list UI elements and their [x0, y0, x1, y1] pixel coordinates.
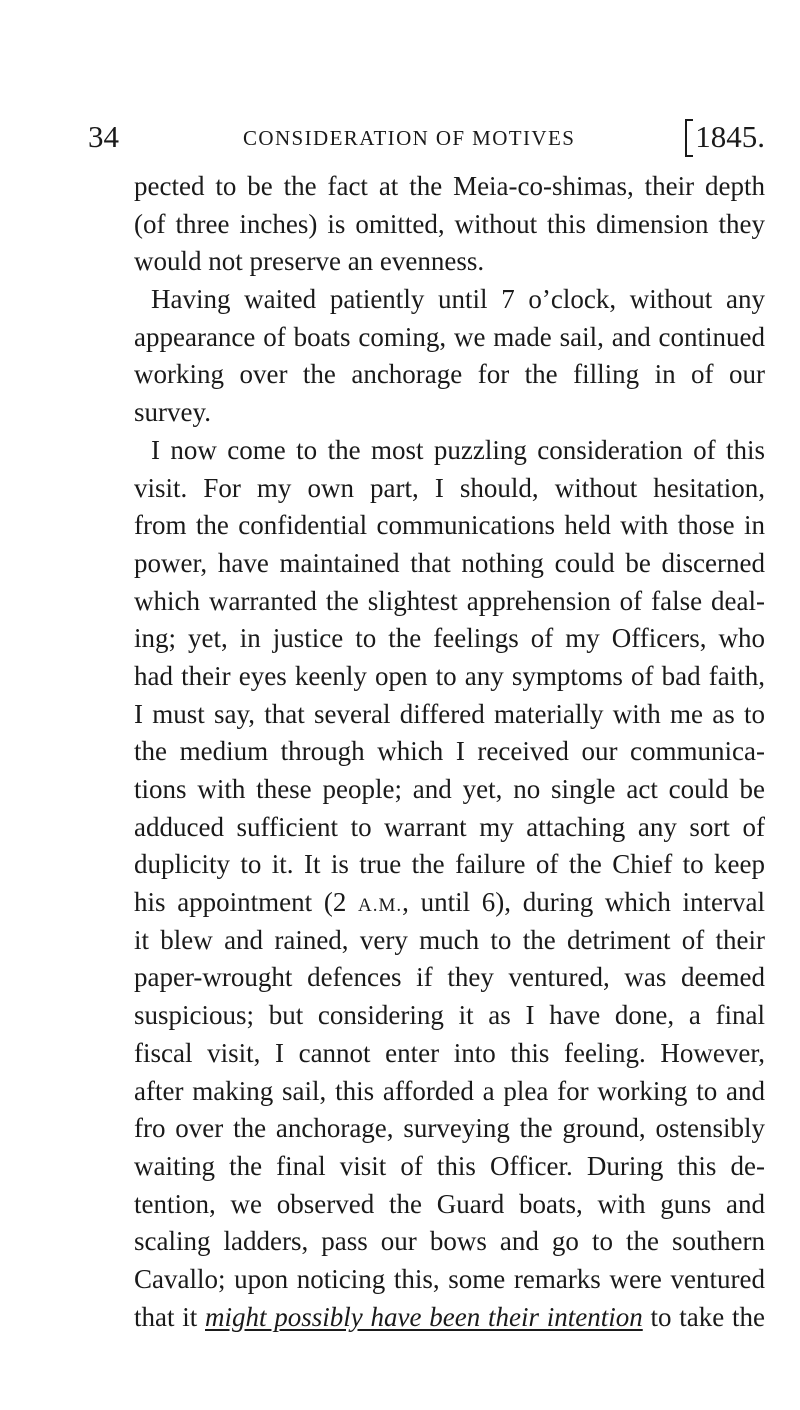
- page-header: [88, 117, 765, 157]
- text-line: [134, 1299, 765, 1337]
- text-line: from the confidential communications held with those in: [134, 510, 765, 541]
- text-segment: his appointment (2: [134, 887, 359, 918]
- text-line: had their eyes keenly open to any symptoms of bad faith,: [134, 660, 765, 691]
- text-line: waiting the final visit of this Officer. During this de-: [134, 1150, 765, 1181]
- text-line: tions with these people; and yet, no single act could be: [134, 774, 765, 804]
- text-line: fiscal visit, I cannot enter into this feeling. However,: [134, 1037, 765, 1068]
- text-line: Cavallo; upon noticing this, some remarks were ventured: [134, 1263, 765, 1294]
- text-line: (of three inches) is omitted, without this dimension they: [134, 208, 765, 239]
- text-line: it blew and rained, very much to the detriment of their: [134, 924, 765, 955]
- text-line: appearance of boats coming, we made sail, and continued: [134, 321, 765, 352]
- text-line: I now come to the most puzzling consideration of this: [151, 434, 765, 465]
- text-line: suspicious; but considering it as I have done, a final: [134, 1000, 765, 1031]
- text-line: paper-wrought defences if they ventured, was deemed: [134, 962, 765, 993]
- text-line: I must say, that several differed materially with me as to: [134, 698, 765, 729]
- text-line: tention, we observed the Guard boats, with guns and: [134, 1188, 765, 1219]
- text-line: survey.: [134, 397, 211, 428]
- text-line: ing; yet, in justice to the feelings of my Officers, who: [134, 623, 765, 654]
- text-line: [134, 884, 765, 922]
- header-year: 1845.: [685, 117, 765, 157]
- text-line: duplicity to it. It is true the failure of the Chief to keep: [134, 849, 765, 880]
- italic-emphasis: might possibly have been their intention: [205, 1301, 643, 1332]
- text-line: the medium through which I received our communica-: [134, 736, 765, 767]
- text-line: pected to be the fact at the Meia-co-shimas, their depth: [134, 171, 765, 201]
- text-line: which warranted the slightest apprehension of false deal-: [134, 585, 765, 616]
- text-line: would not preserve an evenness.: [134, 246, 485, 277]
- text-line: working over the anchorage for the filling in of our: [134, 359, 765, 390]
- body-text: [134, 168, 765, 1336]
- text-segment: to take the: [642, 1301, 765, 1332]
- page-number: 34: [88, 119, 119, 154]
- text-segment: that it: [134, 1301, 206, 1332]
- text-line: adduced sufficient to warrant my attaching any sort of: [134, 811, 765, 842]
- running-head: CONSIDERATION OF MOTIVES: [243, 126, 576, 150]
- text-line: fro over the anchorage, surveying the ground, ostensibly: [134, 1113, 765, 1144]
- text-line: visit. For my own part, I should, without hesitation,: [134, 472, 765, 503]
- small-caps-abbreviation: A.M.: [358, 895, 403, 917]
- text-line: after making sail, this afforded a plea for working to and: [134, 1075, 765, 1106]
- text-line: scaling ladders, pass our bows and go to the southern: [134, 1226, 765, 1257]
- text-line: power, have maintained that nothing could be discerned: [134, 547, 765, 578]
- text-segment: , until 6), during which interval: [402, 887, 765, 918]
- text-line: Having waited patiently until 7 o’clock, without any: [151, 284, 765, 315]
